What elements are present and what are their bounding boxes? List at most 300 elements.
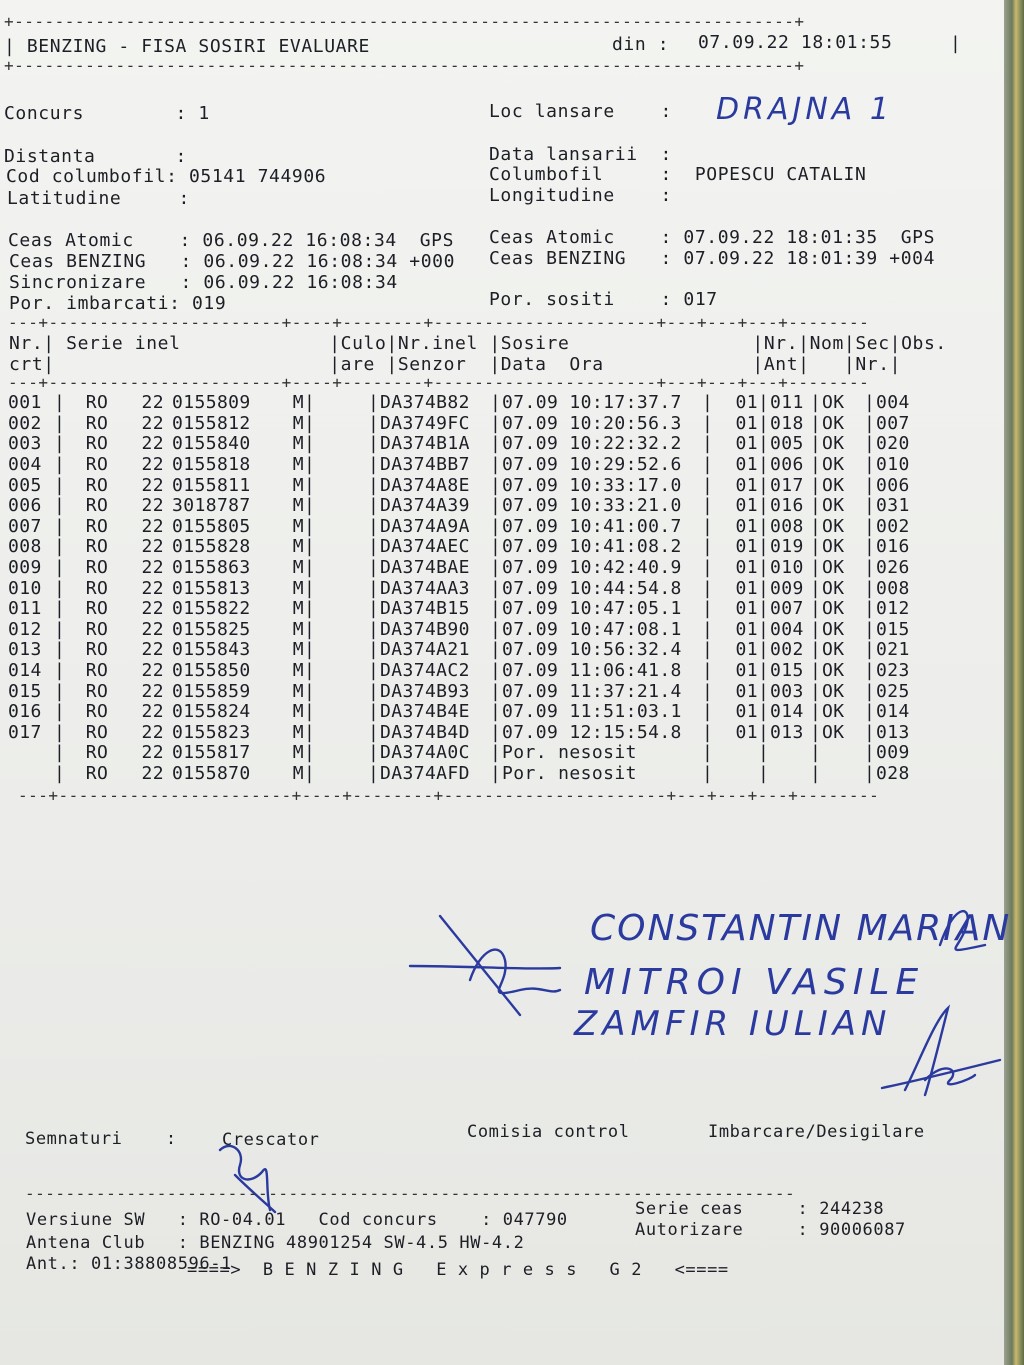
sex: M — [292, 577, 304, 599]
obs-value: 021 — [876, 639, 910, 661]
ring-country: RO — [85, 515, 109, 537]
sex: M — [292, 762, 304, 784]
column-separator: | — [702, 557, 714, 579]
nom-rank: 011 — [770, 392, 804, 414]
nom-rank: 002 — [770, 639, 804, 661]
column-separator: | — [368, 660, 380, 682]
column-separator: | — [758, 495, 770, 517]
column-separator: | — [864, 762, 876, 784]
column-separator: | — [304, 660, 316, 682]
ring-country: RO — [85, 536, 109, 558]
column-separator: | — [54, 660, 66, 682]
column-separator: | — [490, 495, 502, 517]
ring-country: RO — [85, 392, 109, 414]
column-separator: | — [810, 577, 822, 599]
arrival-time: 07.09 10:22:32.2 — [502, 433, 682, 455]
column-separator: | — [702, 515, 714, 537]
sex: M — [292, 515, 304, 537]
column-separator: | — [490, 680, 502, 702]
antenna-number: 01 — [735, 392, 758, 414]
ring-country: RO — [85, 598, 109, 620]
obs-value: 009 — [876, 742, 910, 764]
nom-rank: 005 — [770, 433, 804, 455]
obs-value: 025 — [876, 680, 910, 702]
antenna-number: 01 — [735, 474, 758, 496]
ring-country: RO — [85, 701, 109, 723]
column-separator: | — [490, 762, 502, 784]
antenna-number: 01 — [735, 598, 758, 620]
column-separator: | — [304, 577, 316, 599]
column-separator: | — [490, 721, 502, 743]
ceas-atomic-start: Ceas Atomic : 06.09.22 16:08:34 GPS — [8, 230, 455, 251]
column-separator: | — [810, 721, 822, 743]
column-separator: | — [54, 412, 66, 434]
column-separator: | — [368, 474, 380, 496]
header-border-bottom: +-----------------------------------------------------------------------------+ — [4, 56, 805, 75]
column-separator: | — [864, 412, 876, 434]
loc-lansare-line: Loc lansare : — [489, 101, 672, 122]
ring-country: RO — [85, 742, 109, 764]
column-separator: | — [810, 412, 822, 434]
antenna-number: 01 — [735, 639, 758, 661]
column-separator: | — [304, 454, 316, 476]
sensor-id: DA374B1A — [380, 433, 470, 455]
obs-value: 026 — [876, 557, 910, 579]
column-separator: | — [702, 536, 714, 558]
column-separator: | — [810, 557, 822, 579]
ring-country: RO — [85, 433, 109, 455]
column-separator: | — [702, 474, 714, 496]
ring-country: RO — [85, 474, 109, 496]
arrival-time: 07.09 10:47:08.1 — [502, 618, 682, 640]
security-status: OK — [822, 680, 845, 702]
data-lansarii-line: Data lansarii : — [489, 144, 672, 165]
security-status: OK — [822, 557, 845, 579]
sex: M — [292, 557, 304, 579]
ring-year: 22 — [141, 454, 164, 476]
arrival-time: 07.09 10:56:32.4 — [502, 639, 682, 661]
column-separator: | — [702, 680, 714, 702]
nom-rank: 015 — [770, 660, 804, 682]
sex: M — [292, 495, 304, 517]
obs-value: 002 — [876, 515, 910, 537]
column-separator: | — [490, 701, 502, 723]
security-status: OK — [822, 721, 845, 743]
column-separator: | — [810, 742, 822, 764]
sex: M — [292, 536, 304, 558]
serie-ceas-line: Serie ceas : 244238 — [635, 1199, 885, 1219]
column-separator: | — [702, 660, 714, 682]
arrival-time: 07.09 10:33:21.0 — [502, 495, 682, 517]
antenna-number: 01 — [735, 721, 758, 743]
security-status: OK — [822, 515, 845, 537]
row-number: 012 — [8, 618, 42, 640]
column-separator: | — [368, 618, 380, 640]
column-separator: | — [368, 433, 380, 455]
column-separator: | — [490, 454, 502, 476]
row-number: 004 — [8, 454, 42, 476]
column-separator: | — [864, 742, 876, 764]
latitudine-line: Latitudine : — [7, 188, 190, 209]
arrival-time: 07.09 10:41:00.7 — [502, 515, 682, 537]
ring-number: 0155811 — [172, 474, 251, 496]
arrival-time: 07.09 10:47:05.1 — [502, 598, 682, 620]
obs-value: 010 — [876, 454, 910, 476]
arrival-time: 07.09 10:20:56.3 — [502, 412, 682, 434]
security-status: OK — [822, 474, 845, 496]
sensor-id: DA374B4D — [380, 721, 470, 743]
nom-rank: 003 — [770, 680, 804, 702]
ring-year: 22 — [141, 618, 164, 640]
column-separator: | — [368, 721, 380, 743]
ring-number: 0155870 — [172, 762, 251, 784]
column-separator: | — [304, 721, 316, 743]
obs-value: 012 — [876, 598, 910, 620]
obs-value: 013 — [876, 721, 910, 743]
ring-country: RO — [85, 639, 109, 661]
column-separator: | — [368, 742, 380, 764]
columbofil-line: Columbofil : POPESCU CATALIN — [489, 164, 867, 185]
column-separator: | — [368, 392, 380, 414]
nom-rank: 019 — [770, 536, 804, 558]
row-number: 013 — [8, 639, 42, 661]
security-status: OK — [822, 495, 845, 517]
sex: M — [292, 412, 304, 434]
nom-rank: 008 — [770, 515, 804, 537]
ceas-benzing-start: Ceas BENZING : 06.09.22 16:08:34 +000 — [9, 251, 456, 272]
antena-club-line: Antena Club : BENZING 48901254 SW-4.5 HW-4.2 — [26, 1233, 525, 1253]
column-separator: | — [810, 680, 822, 702]
ring-country: RO — [85, 762, 109, 784]
column-separator: | — [368, 680, 380, 702]
nom-rank: 009 — [770, 577, 804, 599]
ring-year: 22 — [141, 680, 164, 702]
ring-year: 22 — [141, 577, 164, 599]
sex: M — [292, 618, 304, 640]
ring-number: 0155828 — [172, 536, 251, 558]
sex: M — [292, 742, 304, 764]
column-separator: | — [54, 680, 66, 702]
imbarcare-label: Imbarcare/Desigilare — [708, 1122, 925, 1142]
sensor-id: DA374B90 — [380, 618, 470, 640]
nom-rank: 014 — [770, 701, 804, 723]
column-separator: | — [702, 433, 714, 455]
row-number: 003 — [8, 433, 42, 455]
ring-country: RO — [85, 680, 109, 702]
nom-rank: 004 — [770, 618, 804, 640]
column-separator: | — [54, 701, 66, 723]
column-separator: | — [758, 454, 770, 476]
obs-value: 015 — [876, 618, 910, 640]
column-separator: | — [758, 701, 770, 723]
column-separator: | — [758, 762, 770, 784]
column-separator: | — [368, 598, 380, 620]
column-separator: | — [490, 536, 502, 558]
column-separator: | — [702, 598, 714, 620]
sensor-id: DA374BAE — [380, 557, 470, 579]
report-datetime: 07.09.22 18:01:55 — [698, 32, 893, 53]
arrival-time: 07.09 10:41:08.2 — [502, 536, 682, 558]
antenna-number: 01 — [735, 577, 758, 599]
ring-country: RO — [85, 618, 109, 640]
ring-year: 22 — [141, 721, 164, 743]
column-separator: | — [758, 433, 770, 455]
column-separator: | — [810, 701, 822, 723]
comisia-control-label: Comisia control — [467, 1122, 630, 1142]
sensor-id: DA3749FC — [380, 412, 470, 434]
ring-number: 0155863 — [172, 557, 251, 579]
por-sositi-line: Por. sositi : 017 — [489, 289, 718, 310]
column-separator: | — [54, 392, 66, 414]
arrival-time: Por. nesosit — [502, 762, 637, 784]
column-separator: | — [368, 577, 380, 599]
background-cloth — [1004, 0, 1024, 1365]
row-number: 016 — [8, 701, 42, 723]
report-title: | BENZING - FISA SOSIRI EVALUARE — [4, 36, 370, 57]
column-separator: | — [702, 742, 714, 764]
row-number: 010 — [8, 577, 42, 599]
column-separator: | — [490, 660, 502, 682]
obs-value: 004 — [876, 392, 910, 414]
column-separator: | — [758, 639, 770, 661]
row-number: 014 — [8, 660, 42, 682]
column-separator: | — [304, 495, 316, 517]
ring-year: 22 — [141, 515, 164, 537]
column-separator: | — [758, 598, 770, 620]
ring-number: 0155825 — [172, 618, 251, 640]
ring-year: 22 — [141, 660, 164, 682]
column-separator: | — [490, 412, 502, 434]
sensor-id: DA374B82 — [380, 392, 470, 414]
column-separator: | — [368, 639, 380, 661]
column-separator: | — [864, 577, 876, 599]
ring-year: 22 — [141, 392, 164, 414]
column-separator: | — [304, 742, 316, 764]
sensor-id: DA374AC2 — [380, 660, 470, 682]
column-separator: | — [810, 660, 822, 682]
distanta-line: Distanta : — [4, 146, 187, 167]
ring-number: 0155843 — [172, 639, 251, 661]
loc-lansare-handwritten: DRAJNA 1 — [716, 92, 893, 127]
column-separator: | — [758, 680, 770, 702]
column-separator: | — [490, 618, 502, 640]
sex: M — [292, 660, 304, 682]
header-right-pipe: | — [950, 33, 962, 54]
sensor-id: DA374A8E — [380, 474, 470, 496]
column-separator: | — [702, 762, 714, 784]
column-separator: | — [490, 557, 502, 579]
arrival-time: 07.09 11:06:41.8 — [502, 660, 682, 682]
arrival-time: 07.09 10:44:54.8 — [502, 577, 682, 599]
column-separator: | — [490, 742, 502, 764]
antenna-number: 01 — [735, 618, 758, 640]
ring-year: 22 — [141, 474, 164, 496]
autorizare-line: Autorizare : 90006087 — [635, 1220, 906, 1240]
column-separator: | — [304, 433, 316, 455]
row-number: 008 — [8, 536, 42, 558]
sincronizare-line: Sincronizare : 06.09.22 16:08:34 — [9, 272, 398, 293]
arrival-time: 07.09 10:33:17.0 — [502, 474, 682, 496]
column-separator: | — [810, 618, 822, 640]
column-separator: | — [304, 598, 316, 620]
column-separator: | — [54, 598, 66, 620]
sensor-id: DA374AEC — [380, 536, 470, 558]
sex: M — [292, 701, 304, 723]
obs-value: 016 — [876, 536, 910, 558]
row-number: 002 — [8, 412, 42, 434]
antenna-number: 01 — [735, 660, 758, 682]
sensor-id: DA374AA3 — [380, 577, 470, 599]
antenna-number: 01 — [735, 495, 758, 517]
column-separator: | — [304, 412, 316, 434]
ring-number: 0155809 — [172, 392, 251, 414]
sensor-id: DA374B15 — [380, 598, 470, 620]
column-separator: | — [864, 660, 876, 682]
nom-rank: 006 — [770, 454, 804, 476]
column-separator: | — [304, 536, 316, 558]
column-separator: | — [702, 577, 714, 599]
column-separator: | — [758, 474, 770, 496]
versiune-sw-line: Versiune SW : RO-04.01 Cod concurs : 047790 — [26, 1210, 568, 1230]
column-separator: | — [54, 454, 66, 476]
column-separator: | — [490, 639, 502, 661]
column-separator: | — [702, 495, 714, 517]
ring-country: RO — [85, 454, 109, 476]
ring-number: 0155805 — [172, 515, 251, 537]
column-separator: | — [368, 536, 380, 558]
column-separator: | — [810, 515, 822, 537]
concurs-line: Concurs : 1 — [4, 103, 210, 124]
column-separator: | — [490, 577, 502, 599]
column-separator: | — [490, 515, 502, 537]
row-number: 007 — [8, 515, 42, 537]
column-separator: | — [864, 515, 876, 537]
antenna-number: 01 — [735, 515, 758, 537]
sex: M — [292, 454, 304, 476]
column-separator: | — [810, 495, 822, 517]
ring-year: 22 — [141, 557, 164, 579]
column-separator: | — [810, 454, 822, 476]
column-separator: | — [758, 392, 770, 414]
benzing-brand-line: ====> B E N Z I N G E x p r e s s G 2 <==== — [187, 1260, 729, 1280]
sex: M — [292, 474, 304, 496]
sex: M — [292, 392, 304, 414]
ring-number: 0155812 — [172, 412, 251, 434]
column-separator: | — [54, 433, 66, 455]
obs-value: 028 — [876, 762, 910, 784]
column-separator: | — [758, 618, 770, 640]
column-separator: | — [758, 515, 770, 537]
column-separator: | — [864, 495, 876, 517]
semnaturi-label: Semnaturi : — [25, 1129, 177, 1149]
antenna-number: 01 — [735, 701, 758, 723]
column-separator: | — [864, 557, 876, 579]
footer-rule: ---------------------------------------------------------------------------- — [25, 1184, 796, 1203]
obs-value: 006 — [876, 474, 910, 496]
ceas-atomic-end: Ceas Atomic : 07.09.22 18:01:35 GPS — [489, 227, 936, 248]
ring-number: 0155859 — [172, 680, 251, 702]
nom-rank: 018 — [770, 412, 804, 434]
security-status: OK — [822, 433, 845, 455]
column-separator: | — [702, 412, 714, 434]
ring-country: RO — [85, 412, 109, 434]
column-separator: | — [758, 557, 770, 579]
ring-year: 22 — [141, 433, 164, 455]
column-separator: | — [810, 392, 822, 414]
column-separator: | — [758, 721, 770, 743]
column-separator: | — [810, 762, 822, 784]
column-separator: | — [304, 474, 316, 496]
column-separator: | — [54, 495, 66, 517]
column-separator: | — [490, 474, 502, 496]
ring-year: 22 — [141, 762, 164, 784]
column-separator: | — [810, 639, 822, 661]
nom-rank: 013 — [770, 721, 804, 743]
ring-year: 22 — [141, 412, 164, 434]
obs-value: 020 — [876, 433, 910, 455]
table-rule-mid: ---+-----------------------+----+--------+----------------------+---+---+---+-------- — [8, 373, 870, 392]
ring-number: 0155824 — [172, 701, 251, 723]
antenna-number: 01 — [735, 680, 758, 702]
column-separator: | — [368, 515, 380, 537]
column-separator: | — [810, 598, 822, 620]
column-separator: | — [490, 392, 502, 414]
din-label: din : — [612, 34, 670, 55]
ring-country: RO — [85, 660, 109, 682]
sensor-id: DA374BB7 — [380, 454, 470, 476]
column-separator: | — [490, 433, 502, 455]
column-separator: | — [304, 515, 316, 537]
signature-name-2: MITROI VASILE — [584, 962, 925, 1003]
security-status: OK — [822, 660, 845, 682]
sensor-id: DA374A9A — [380, 515, 470, 537]
obs-value: 031 — [876, 495, 910, 517]
nom-rank: 007 — [770, 598, 804, 620]
table-rule-top: ---+-----------------------+----+--------+----------------------+---+---+---+-------- — [8, 313, 870, 332]
ceas-benzing-end: Ceas BENZING : 07.09.22 18:01:39 +004 — [489, 248, 936, 269]
column-separator: | — [304, 639, 316, 661]
column-separator: | — [864, 701, 876, 723]
column-separator: | — [810, 433, 822, 455]
ring-number: 0155818 — [172, 454, 251, 476]
ring-number: 0155813 — [172, 577, 251, 599]
security-status: OK — [822, 639, 845, 661]
ring-year: 22 — [141, 639, 164, 661]
crescator-label: Crescator — [222, 1130, 320, 1150]
column-separator: | — [702, 701, 714, 723]
sex: M — [292, 721, 304, 743]
column-separator: | — [54, 515, 66, 537]
nom-rank: 017 — [770, 474, 804, 496]
sex: M — [292, 680, 304, 702]
column-separator: | — [864, 474, 876, 496]
column-separator: | — [368, 762, 380, 784]
arrival-time: 07.09 10:42:40.9 — [502, 557, 682, 579]
column-separator: | — [304, 618, 316, 640]
column-separator: | — [810, 536, 822, 558]
row-number: 015 — [8, 680, 42, 702]
column-separator: | — [54, 536, 66, 558]
sensor-id: DA374A0C — [380, 742, 470, 764]
antenna-number: 01 — [735, 536, 758, 558]
arrival-time: 07.09 11:37:21.4 — [502, 680, 682, 702]
arrival-time: 07.09 12:15:54.8 — [502, 721, 682, 743]
ring-number: 0155840 — [172, 433, 251, 455]
sensor-id: DA374AFD — [380, 762, 470, 784]
por-imbarcati-line: Por. imbarcati: 019 — [9, 293, 227, 314]
column-separator: | — [864, 433, 876, 455]
ring-year: 22 — [141, 742, 164, 764]
